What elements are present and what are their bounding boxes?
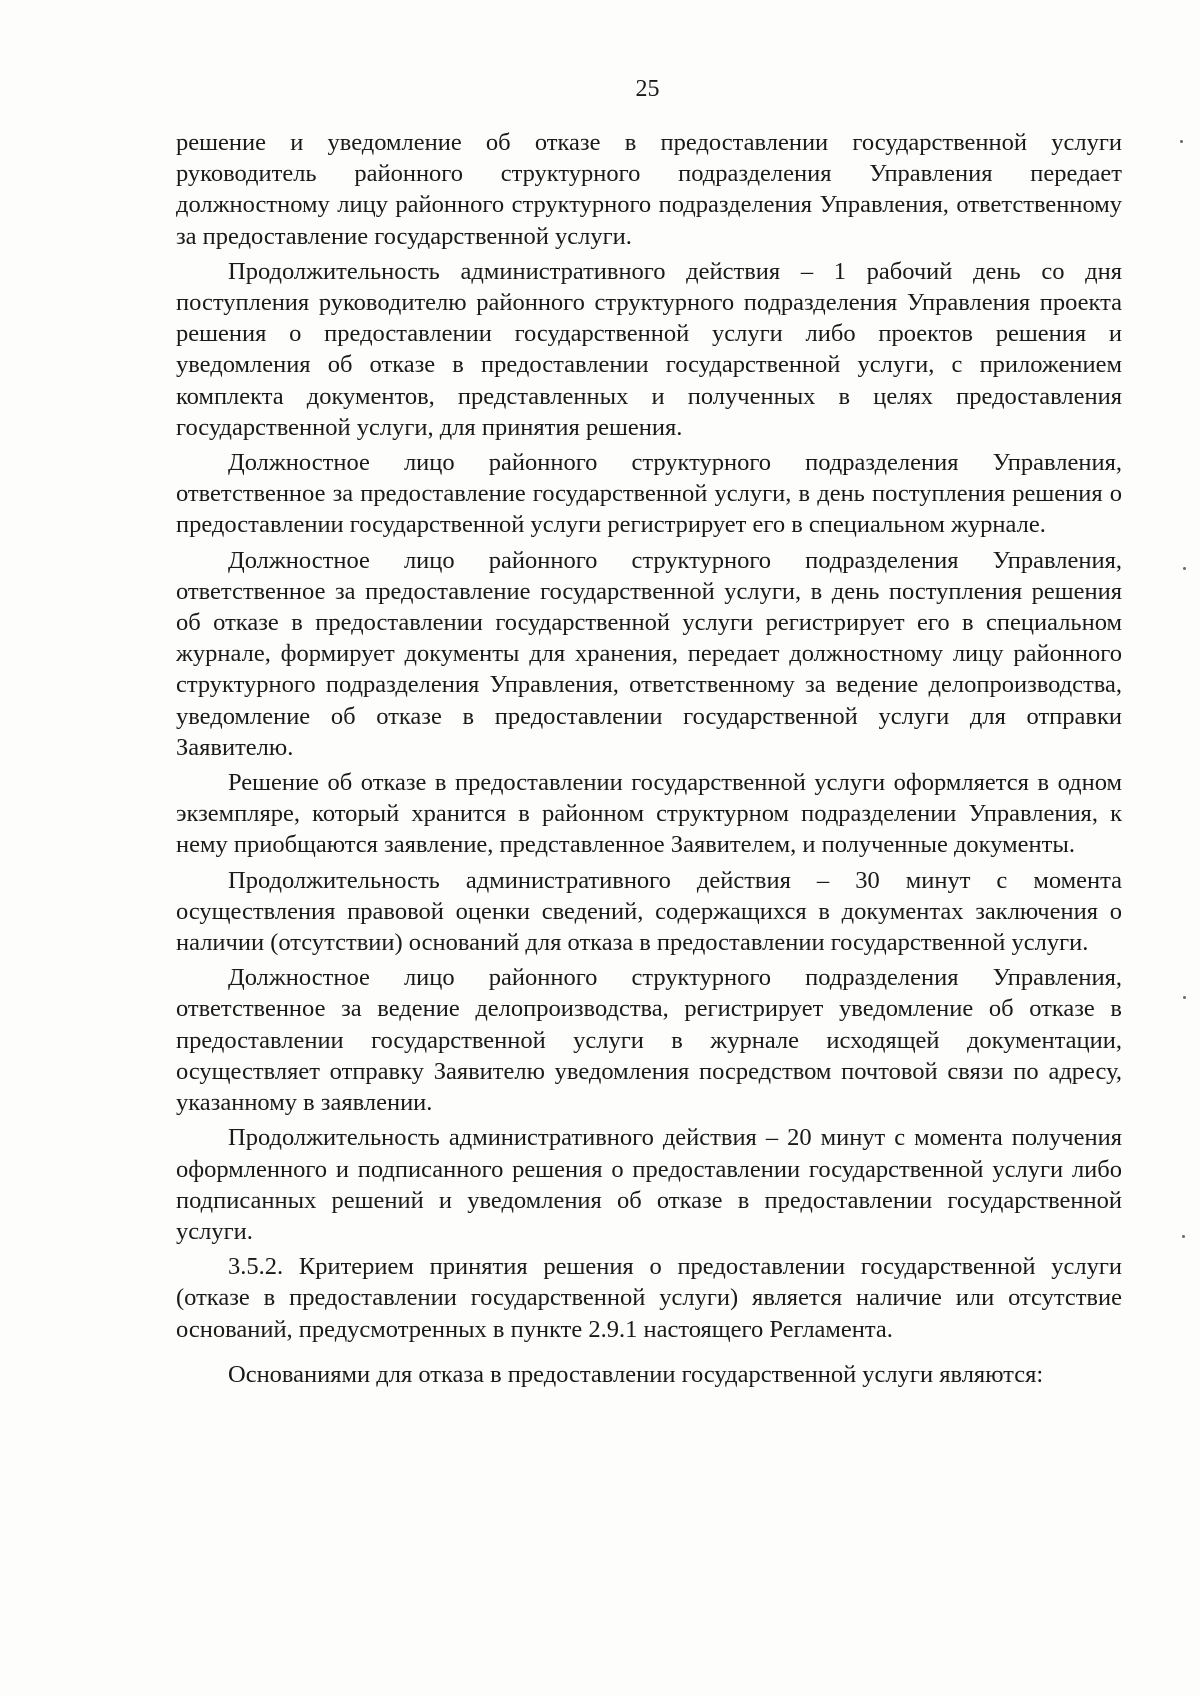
scan-speck (1180, 140, 1183, 143)
paragraph-postal-notice: Должностное лицо районного структурного подразделения Управления, ответственное за ведение делопроизводства, регистрирует уведомление об отказе в предоставлении государственной услуги в журнале исходящей документации, осуществляет отправку Заявителю уведомления посредством почтовой связи по адресу, указанному в заявлении. (176, 964, 1122, 1117)
paragraph-duration-1-day: Продолжительность административного действия – 1 рабочий день со дня поступления руководителю районного структурного подразделения Управления проекта решения о предоставлении государственной услуги либо проектов решения и уведомления об отказе в предоставлении государственной услуги, с приложением комплекта документов, представленных и полученных в целях предоставления государственной услуги, для принятия решения. (176, 257, 1122, 441)
paragraph-duration-30-min: Продолжительность административного действия – 30 минут с момента осуществления правовой оценки сведений, содержащихся в документах заключения о наличии (отсутствии) оснований для отказа в предоставлении государственной услуги. (176, 866, 1122, 957)
paragraph-duration-20-min: Продолжительность административного действия – 20 минут с момента получения оформленного и подписанного решения о предоставлении государственной услуги либо подписанных решений и уведомления об отказе в предоставлении государственной услуги. (176, 1124, 1122, 1245)
paragraph-register-decision: Должностное лицо районного структурного подразделения Управления, ответственное за предоставление государственной услуги, в день поступления решения о предоставлении государственной услуги регистрирует его в специальном журнале. (176, 449, 1122, 539)
paragraph-continuation: решение и уведомление об отказе в предоставлении государственной услуги руководитель районного структурного подразделения Управления передает должностному лицу районного структурного подразделения Управления, ответственному за предоставление государственной услуги. (176, 129, 1122, 250)
scan-speck (1182, 1235, 1185, 1238)
document-body (176, 127, 1122, 1394)
paragraph-section-3-5-2: 3.5.2. Критерием принятия решения о предоставлении государственной услуги (отказе в предоставлении государственной услуги) является наличие или отсутствие оснований, предусмотренных в пункте 2.9.1 настоящего Регламента. (176, 1253, 1122, 1343)
scan-speck (1183, 567, 1186, 570)
paragraph-refusal-copy: Решение об отказе в предоставлении государственной услуги оформляется в одном экземпляре, который хранится в районном структурном подразделении Управления, к нему приобщаются заявление, представленное Заявителем, и полученные документы. (176, 769, 1122, 859)
scan-speck (1183, 996, 1186, 999)
paragraph-refusal-grounds: Основаниями для отказа в предоставлении государственной услуги являются: (228, 1360, 1044, 1388)
page-number: 25 (635, 76, 660, 102)
paragraph-register-refusal: Должностное лицо районного структурного подразделения Управления, ответственное за предоставление государственной услуги, в день поступления решения об отказе в предоставлении государственной услуги регистрирует его в специальном журнале, формирует документы для хранения, передает должностному лицу районного структурного подразделения Управления, ответственному за ведение делопроизводства, уведомление об отказе в предоставлении государственной услуги для отправки Заявителю. (176, 546, 1122, 761)
